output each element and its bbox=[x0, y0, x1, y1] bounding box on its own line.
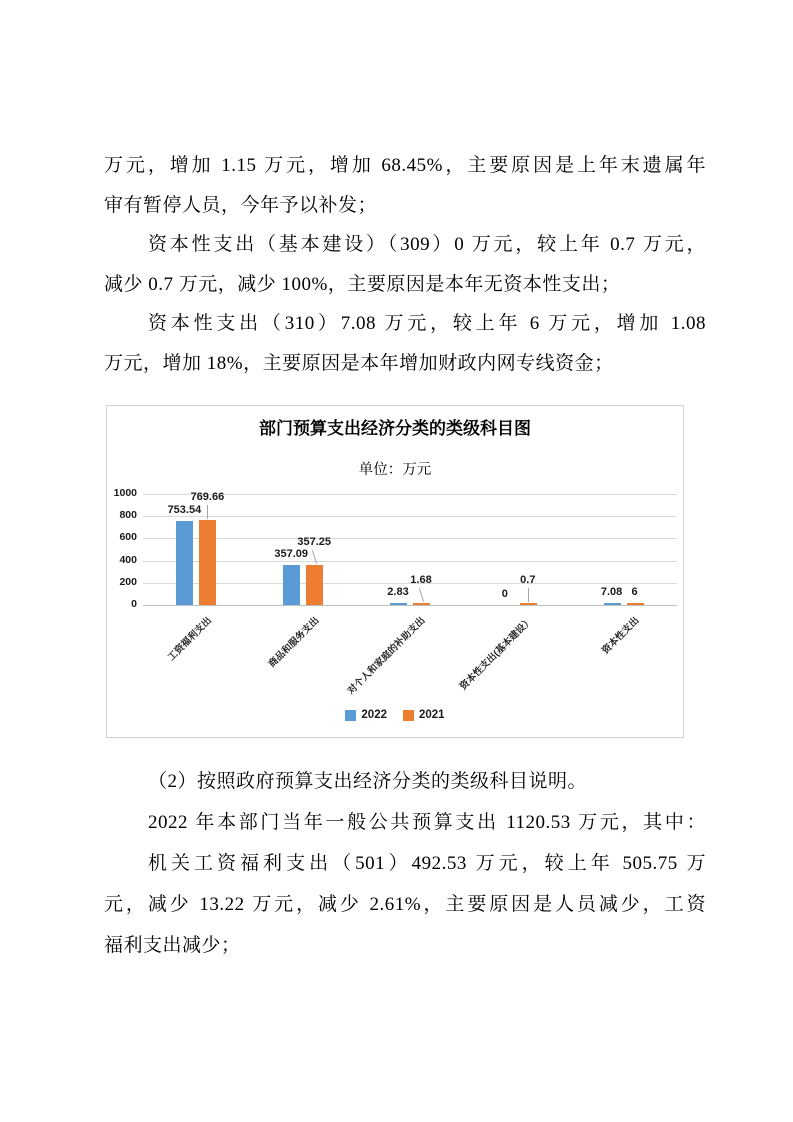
legend-swatch-icon bbox=[345, 710, 356, 721]
text-line: 福利支出减少； bbox=[104, 935, 241, 956]
budget-expenditure-chart bbox=[106, 405, 684, 738]
text-line: （2）按照政府预算支出经济分类的类级科目说明。 bbox=[148, 771, 588, 792]
bar-2021 bbox=[520, 603, 537, 605]
value-label-2021: 1.68 bbox=[410, 574, 432, 586]
legend-item-2021 bbox=[403, 709, 445, 721]
value-label-2021: 769.66 bbox=[190, 490, 225, 503]
x-category-label: 商品和服务支出 bbox=[266, 615, 322, 670]
x-axis-line bbox=[143, 605, 677, 606]
chart-legend bbox=[107, 709, 683, 721]
text-line: 万元，增加 18%，主要原因是本年增加财政内网专线资金； bbox=[104, 352, 614, 374]
bar-2021 bbox=[199, 520, 216, 605]
label-leader-line bbox=[207, 505, 208, 519]
legend-item-2022 bbox=[345, 709, 387, 721]
body-text-top bbox=[104, 146, 706, 383]
text-line: 资本性支出（310）7.08 万元，较上年 6 万元，增加 1.08 bbox=[148, 313, 706, 334]
x-category-label: 工资福利支出 bbox=[166, 615, 215, 664]
value-label-2021: 6 bbox=[631, 586, 638, 598]
gridline bbox=[143, 538, 677, 539]
bar-2022 bbox=[283, 565, 300, 605]
legend-swatch-icon bbox=[403, 710, 414, 721]
value-label-2022: 0 bbox=[501, 588, 508, 600]
y-axis-tick-label: 600 bbox=[119, 531, 137, 544]
x-category-label: 对个人和家庭的补助支出 bbox=[346, 615, 428, 697]
value-label-2021: 0.7 bbox=[520, 574, 536, 586]
bar-2022 bbox=[390, 603, 407, 605]
text-line: 减少 0.7 万元，减少 100%，主要原因是本年无资本性支出； bbox=[104, 273, 621, 295]
y-axis-tick-label: 200 bbox=[119, 575, 137, 588]
y-axis-tick-label: 800 bbox=[119, 509, 137, 522]
x-category-label: 资本性支出(基本建设） bbox=[457, 615, 535, 693]
y-axis-tick-label: 0 bbox=[131, 598, 137, 610]
bar-2021 bbox=[413, 603, 430, 605]
text-line: 万元，增加 1.15 万元，增加 68.45%，主要原因是上年末遗属年 bbox=[104, 155, 706, 176]
chart-title: 部门预算支出经济分类的类级科目图 bbox=[259, 419, 531, 438]
y-axis-tick-label: 1000 bbox=[113, 487, 137, 499]
text-line: 机关工资福利支出（501）492.53 万元，较上年 505.75 万 bbox=[148, 853, 706, 874]
value-label-2022: 357.09 bbox=[274, 548, 309, 561]
value-label-2022: 2.83 bbox=[387, 586, 409, 598]
chart-plot-area bbox=[107, 406, 683, 737]
x-category-label: 资本性支出 bbox=[600, 615, 642, 657]
bar-2022 bbox=[176, 521, 193, 605]
value-label-2022: 753.54 bbox=[167, 504, 202, 517]
value-label-2022: 7.08 bbox=[600, 586, 623, 598]
text-line: 2022 年本部门当年一般公共预算支出 1120.53 万元，其中： bbox=[148, 812, 706, 833]
y-axis-tick-label: 400 bbox=[119, 553, 137, 566]
chart-unit-subtitle: 单位：万元 bbox=[358, 462, 432, 478]
text-line: 审有暂停人员，今年予以补发； bbox=[104, 194, 378, 216]
text-line: 资本性支出（基本建设）（309）0 万元，较上年 0.7 万元， bbox=[148, 234, 706, 255]
bar-2021 bbox=[306, 565, 323, 605]
legend-label: 2021 bbox=[419, 709, 445, 721]
label-leader-line bbox=[528, 588, 529, 602]
label-leader-line bbox=[312, 551, 317, 565]
value-label-2021: 357.25 bbox=[297, 536, 332, 549]
body-text-bottom bbox=[104, 761, 706, 966]
label-leader-line bbox=[419, 588, 424, 602]
bar-2021 bbox=[627, 603, 644, 605]
gridline bbox=[143, 516, 677, 517]
bar-2022 bbox=[604, 603, 621, 605]
legend-label: 2022 bbox=[361, 709, 387, 721]
gridline bbox=[143, 561, 677, 562]
text-line: 元，减少 13.22 万元，减少 2.61%，主要原因是人员减少，工资 bbox=[104, 894, 706, 915]
